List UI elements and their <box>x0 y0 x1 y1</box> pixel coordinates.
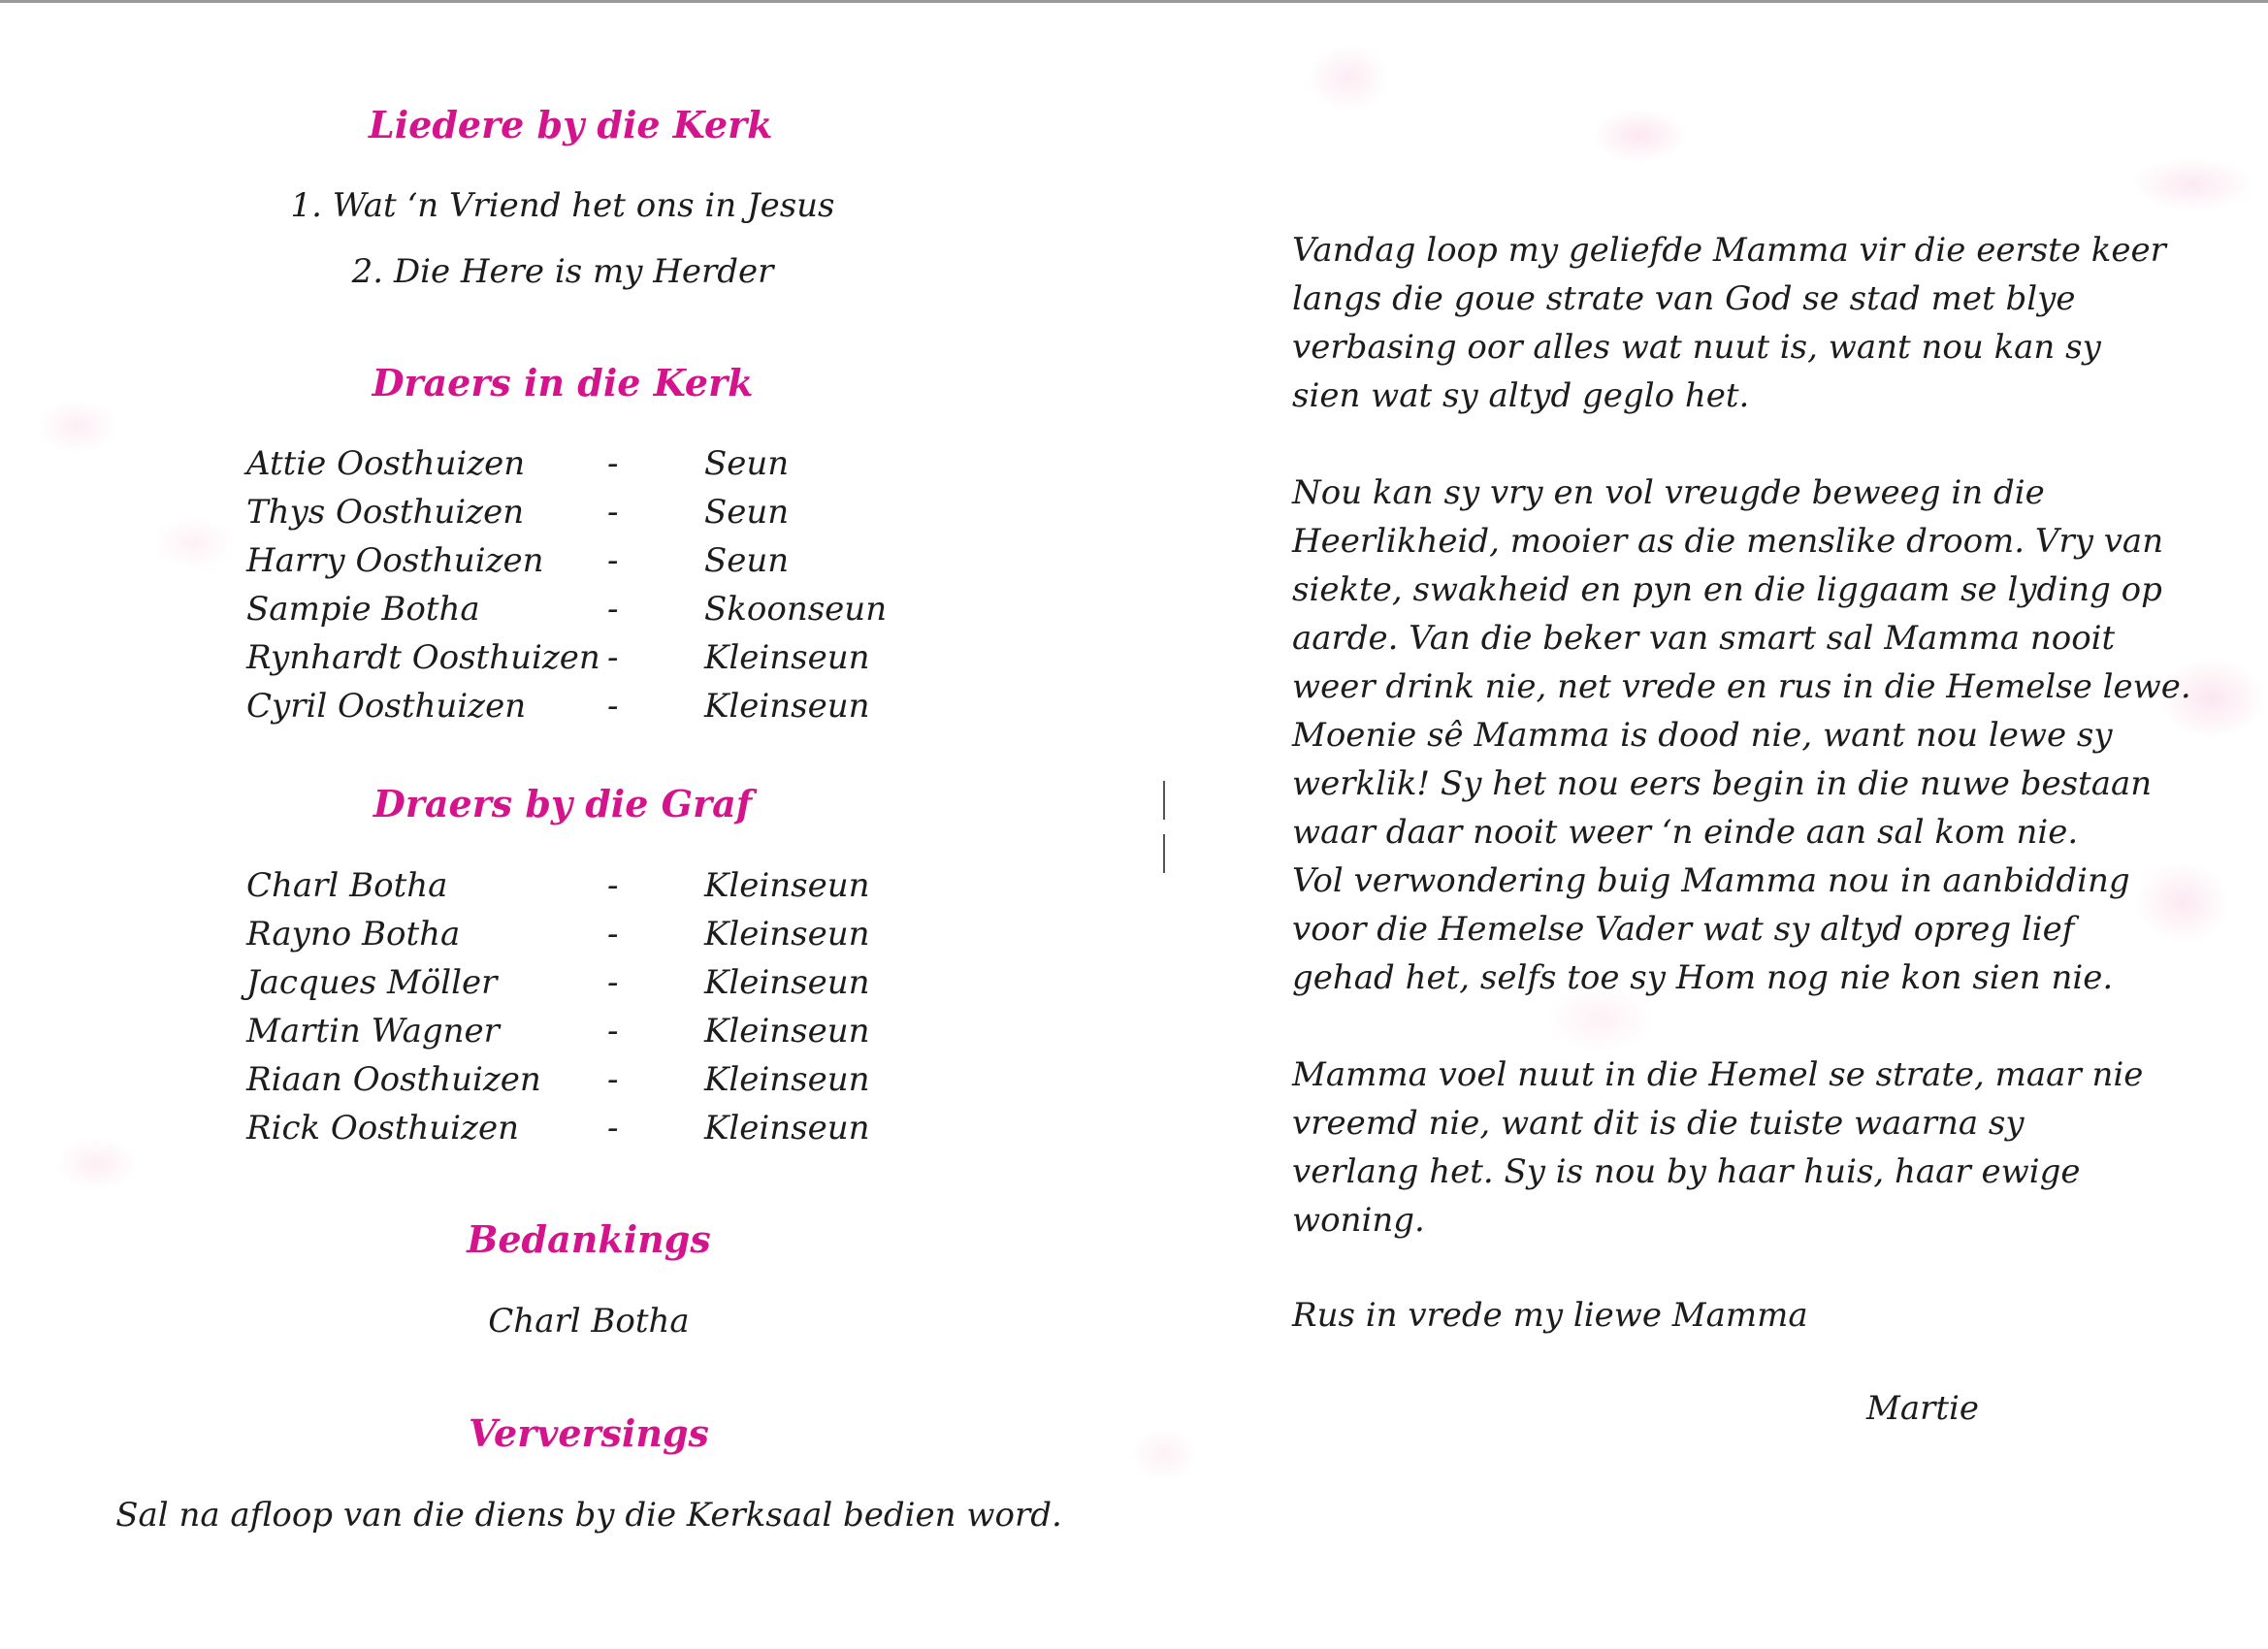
tribute-line: verbasing oor alles wat nuut is, want nou kan sy <box>1292 328 2101 367</box>
bearer-row <box>246 493 1216 541</box>
bearer-dash: - <box>607 541 619 580</box>
bearer-dash: - <box>607 915 619 954</box>
bearer-name: Rayno Botha <box>246 915 461 954</box>
bearer-dash: - <box>607 638 619 677</box>
bearer-relation: Seun <box>704 493 790 532</box>
church-bearers-heading: Draers in die Kerk <box>372 361 754 404</box>
bearer-relation: Seun <box>704 541 790 580</box>
bearer-relation: Kleinseun <box>704 866 870 905</box>
tribute-line: Nou kan sy vry en vol vreugde beweeg in die <box>1292 473 2045 512</box>
thanks-name: Charl Botha <box>488 1302 690 1341</box>
bearer-row <box>246 866 1216 915</box>
song-item: 1. Wat ‘n Vriend het ons in Jesus <box>290 186 835 225</box>
bearer-name: Cyril Oosthuizen <box>246 687 527 726</box>
bearer-name: Riaan Oosthuizen <box>246 1060 541 1099</box>
bearer-name: Rick Oosthuizen <box>246 1109 519 1148</box>
tribute-line: Vol verwondering buig Mamma nou in aanbidding <box>1292 861 2130 900</box>
bearer-row <box>246 444 1216 493</box>
bearer-relation: Seun <box>704 444 790 483</box>
bearer-dash: - <box>607 590 619 629</box>
bearer-row <box>246 541 1216 590</box>
church-bearers-list <box>246 444 1216 755</box>
tribute-line: werklik! Sy het nou eers begin in die nuwe bestaan <box>1292 764 2153 803</box>
tribute-line: woning. <box>1292 1201 1425 1240</box>
bearer-relation: Kleinseun <box>704 638 870 677</box>
bearer-row <box>246 1012 1216 1060</box>
bearer-name: Sampie Botha <box>246 590 480 629</box>
bearer-row <box>246 590 1216 638</box>
fold-mark <box>1163 781 1165 820</box>
grave-bearers-list <box>246 866 1216 1177</box>
bearer-dash: - <box>607 866 619 905</box>
tribute-line: aarde. Van die beker van smart sal Mamma nooit <box>1292 619 2116 658</box>
thanks-heading: Bedankings <box>467 1217 711 1261</box>
tribute-line: weer drink nie, net vrede en rus in die Hemelse lewe. <box>1292 667 2191 706</box>
songs-heading: Liedere by die Kerk <box>369 103 773 146</box>
refreshments-note: Sal na afloop van die diens by die Kerksaal bedien word. <box>115 1496 1062 1535</box>
tribute-line: waar daar nooit weer ‘n einde aan sal kom nie. <box>1292 813 2079 852</box>
bearer-name: Attie Oosthuizen <box>246 444 526 483</box>
bearer-name: Martin Wagner <box>246 1012 500 1051</box>
bearer-row <box>246 1109 1216 1157</box>
tribute-line: gehad het, selfs toe sy Hom nog nie kon sien nie. <box>1292 958 2114 997</box>
signature: Martie <box>1866 1389 1979 1428</box>
tribute-line: Moenie sê Mamma is dood nie, want nou lewe sy <box>1292 716 2113 755</box>
bearer-dash: - <box>607 1012 619 1051</box>
bearer-relation: Kleinseun <box>704 1060 870 1099</box>
grave-bearers-heading: Draers by die Graf <box>373 782 753 825</box>
bearer-row <box>246 687 1216 735</box>
tribute-line: voor die Hemelse Vader wat sy altyd opreg lief <box>1292 910 2075 949</box>
tribute-line: siekte, swakheid en pyn en die liggaam se lyding op <box>1292 570 2162 609</box>
bearer-row <box>246 1060 1216 1109</box>
bearer-relation: Kleinseun <box>704 963 870 1002</box>
song-item: 2. Die Here is my Herder <box>351 252 774 291</box>
tribute-line: Vandag loop my geliefde Mamma vir die eerste keer <box>1292 231 2166 270</box>
bearer-dash: - <box>607 687 619 726</box>
bearer-relation: Skoonseun <box>704 590 888 629</box>
bearer-name: Harry Oosthuizen <box>246 541 544 580</box>
refreshments-heading: Verversings <box>469 1411 709 1455</box>
bearer-dash: - <box>607 1060 619 1099</box>
bearer-relation: Kleinseun <box>704 687 870 726</box>
bearer-dash: - <box>607 493 619 532</box>
tribute-line: sien wat sy altyd geglo het. <box>1292 376 1750 415</box>
bearer-name: Rynhardt Oosthuizen <box>246 638 600 677</box>
bearer-row <box>246 963 1216 1012</box>
bearer-dash: - <box>607 963 619 1002</box>
bearer-row <box>246 638 1216 687</box>
bearer-dash: - <box>607 1109 619 1148</box>
tribute-line: vreemd nie, want dit is die tuiste waarna sy <box>1292 1104 2025 1143</box>
bearer-relation: Kleinseun <box>704 1012 870 1051</box>
tribute-line: verlang het. Sy is nou by haar huis, haar ewige <box>1292 1152 2081 1191</box>
bearer-dash: - <box>607 444 619 483</box>
top-edge <box>0 0 2268 3</box>
bearer-name: Jacques Möller <box>246 963 498 1002</box>
bearer-relation: Kleinseun <box>704 1109 870 1148</box>
closing-line: Rus in vrede my liewe Mamma <box>1292 1296 1808 1335</box>
bearer-name: Thys Oosthuizen <box>246 493 525 532</box>
tribute-line: Heerlikheid, mooier as die menslike droom. Vry van <box>1292 522 2164 561</box>
bearer-name: Charl Botha <box>246 866 448 905</box>
bearer-row <box>246 915 1216 963</box>
bearer-relation: Kleinseun <box>704 915 870 954</box>
tribute-line: langs die goue strate van God se stad met blye <box>1292 279 2076 318</box>
tribute-line: Mamma voel nuut in die Hemel se strate, maar nie <box>1292 1055 2144 1094</box>
